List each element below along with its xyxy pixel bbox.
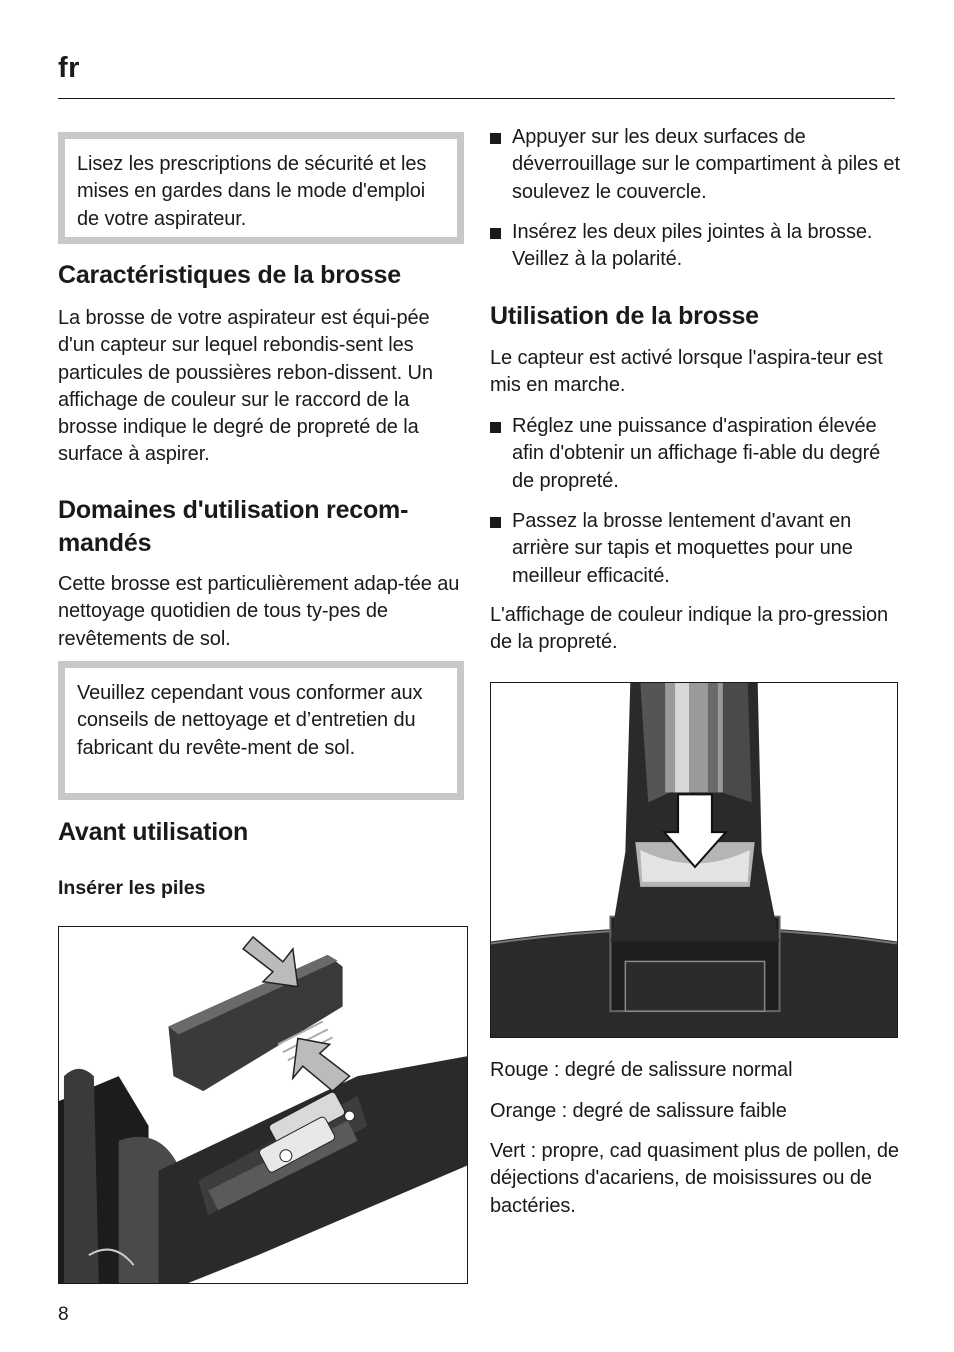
usage-intro: Le capteur est activé lorsque l'aspira-teur est mis en marche. [490, 347, 883, 397]
heading-uses: Domaines d'utilisation recom-mandés [58, 496, 409, 557]
heading-features: Caractéristiques de la brosse [58, 261, 401, 289]
usage-outro: L'affichage de couleur indique la pro-gression de la propreté. [490, 604, 889, 654]
sensor-display-illustration [490, 682, 898, 1038]
features-body: La brosse de votre aspirateur est équi-pée d'un capteur sur lequel rebondis-sent les particules de poussières rebon-dissent. Un affichage de couleur sur le raccord de la brosse indique le degré de propreté de la surface à aspirer. [58, 307, 433, 466]
page-number: 8 [58, 1304, 69, 1325]
battery-step [490, 124, 900, 206]
legend-green: Vert : propre, cad quasiment plus de pollen, de déjections d'acariens, de moisissures ou de bactéries. [490, 1140, 899, 1217]
usage-step [490, 413, 900, 495]
subheading-insert-batteries: Insérer les piles [58, 877, 206, 899]
safety-notice-text: Lisez les prescriptions de sécurité et les mises en gardes dans le mode d'emploi de votre aspirateur. [77, 153, 427, 230]
uses-body: Cette brosse est particulièrement adap-tée au nettoyage quotidien de tous ty-pes de revêtements de sol. [58, 573, 460, 650]
bullet-square-icon [490, 228, 501, 239]
language-code: fr [58, 52, 80, 84]
flooring-notice [58, 661, 464, 800]
usage-step-text: Réglez une puissance d'aspiration élevée afin d'obtenir un affichage fi-able du degré de propreté. [512, 415, 881, 492]
flooring-notice-text: Veuillez cependant vous conformer aux conseils de nettoyage et d’entretien du fabricant du revête-ment de sol. [77, 682, 423, 759]
usage-step [490, 508, 900, 590]
heading-before-use: Avant utilisation [58, 818, 249, 846]
bullet-square-icon [490, 133, 501, 144]
battery-step [490, 219, 900, 274]
legend-orange: Orange : degré de salissure faible [490, 1100, 787, 1122]
legend-red: Rouge : degré de salissure normal [490, 1059, 793, 1081]
bullet-square-icon [490, 422, 501, 433]
battery-step-text: Insérez les deux piles jointes à la brosse. Veillez à la polarité. [512, 221, 873, 271]
battery-step-text: Appuyer sur les deux surfaces de déverrouillage sur le compartiment à piles et soulevez le couvercle. [512, 126, 900, 203]
bullet-square-icon [490, 517, 501, 528]
safety-notice [58, 132, 464, 244]
usage-step-text: Passez la brosse lentement d'avant en arrière sur tapis et moquettes pour une meilleur efficacité. [512, 510, 853, 587]
battery-insertion-illustration [58, 926, 468, 1284]
heading-usage: Utilisation de la brosse [490, 302, 759, 330]
header-rule [58, 98, 895, 99]
